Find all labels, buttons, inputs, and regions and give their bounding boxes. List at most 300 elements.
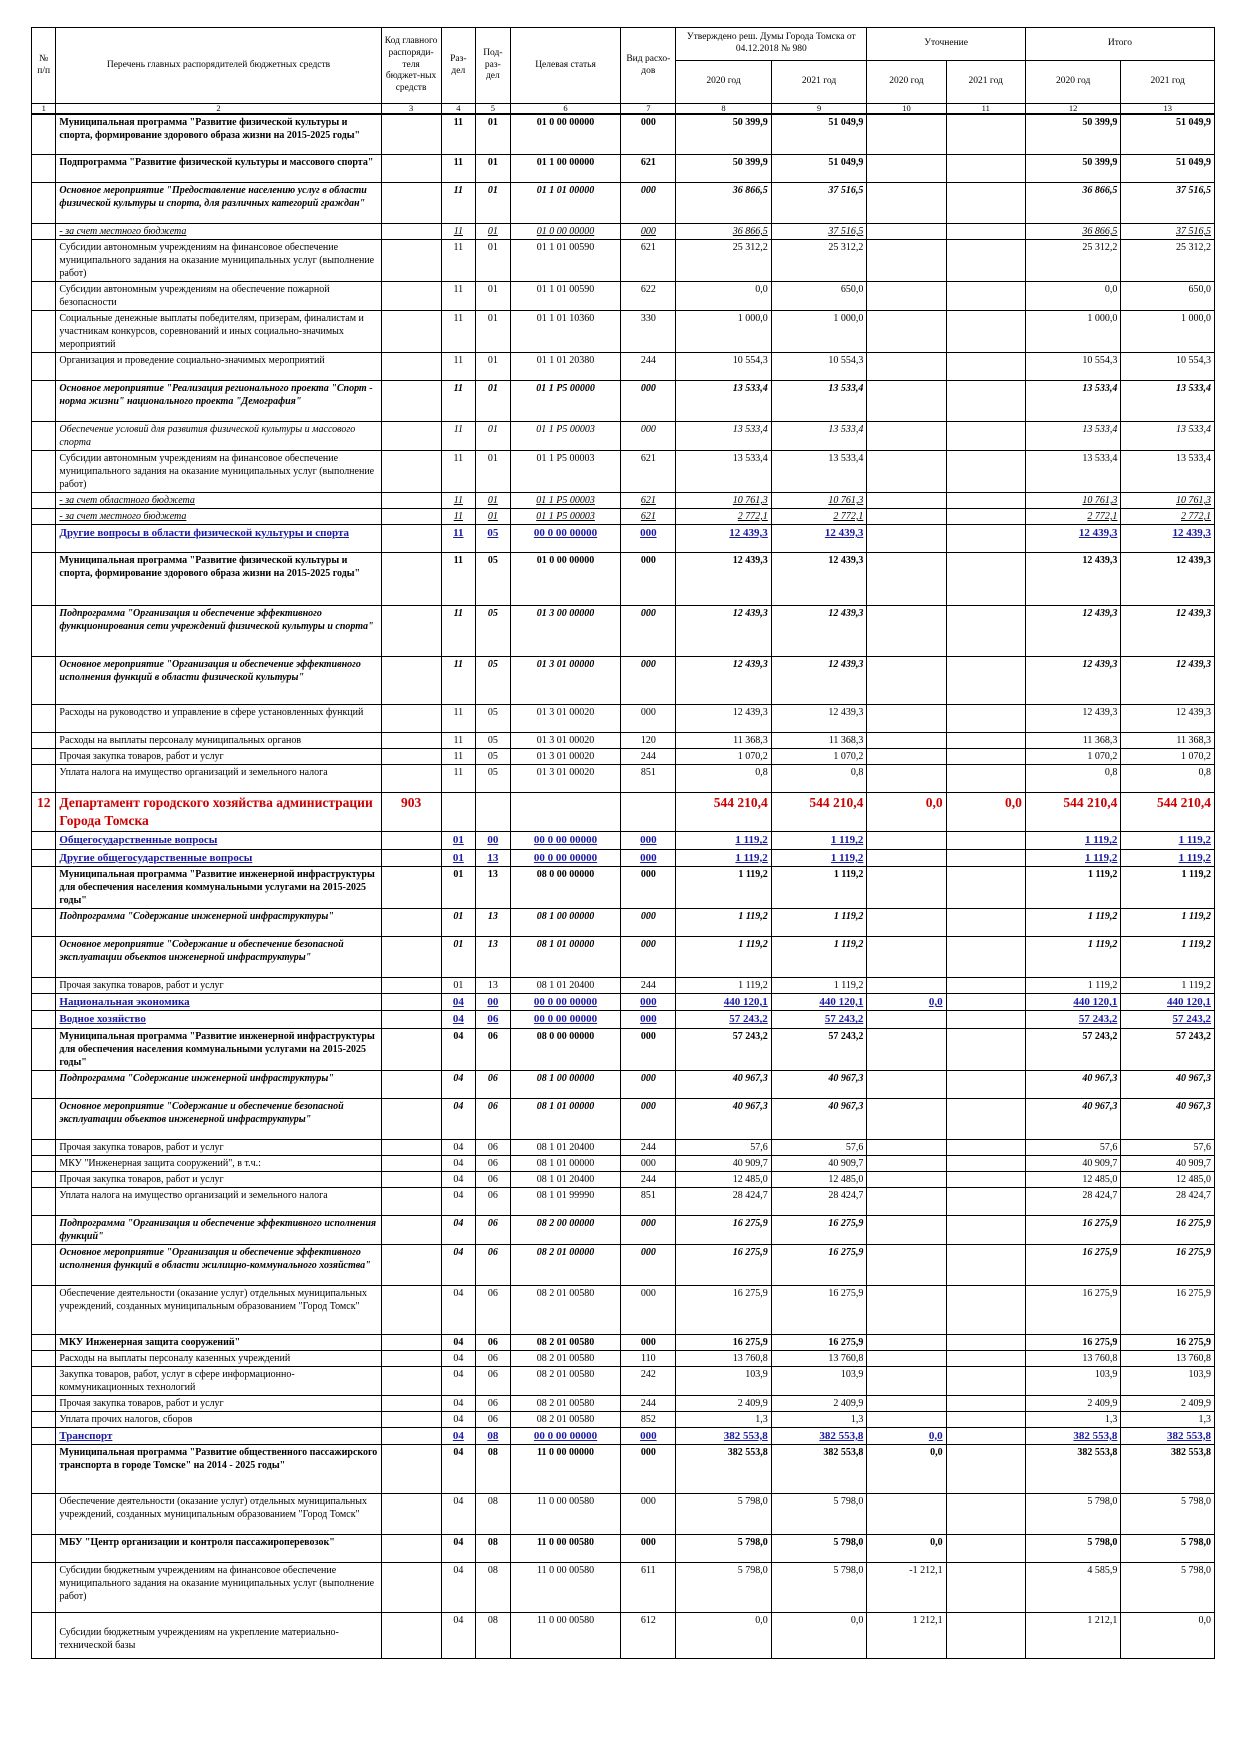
row-number [32, 994, 56, 1011]
approved-2020: 2 409,9 [676, 1395, 772, 1411]
table-row [32, 1171, 1215, 1187]
total-2021: 10 554,3 [1121, 353, 1215, 381]
row-name: Подпрограмма "Содержание инженерной инфраструктуры" [56, 909, 381, 937]
total-2021: 57 243,2 [1121, 1011, 1215, 1028]
approved-2021: 57,6 [771, 1139, 867, 1155]
row-number [32, 509, 56, 525]
row-number [32, 705, 56, 733]
approved-2021: 16 275,9 [771, 1285, 867, 1334]
row-podrazdel: 01 [476, 155, 511, 183]
table-row [32, 493, 1215, 509]
total-2020: 1 119,2 [1025, 978, 1121, 994]
total-2020: 382 553,8 [1025, 1427, 1121, 1444]
approved-2020: 10 554,3 [676, 353, 772, 381]
header-approved: Утверждено реш. Думы Города Томска от 04.12.2018 № 980 [676, 28, 867, 61]
clarification-2020 [867, 909, 946, 937]
row-razdel: 04 [441, 1444, 476, 1493]
row-article: 01 3 00 00000 [510, 606, 621, 657]
table-row [32, 381, 1215, 422]
row-name: МБУ "Центр организации и контроля пассажироперевозок" [56, 1534, 381, 1562]
clarification-2020 [867, 733, 946, 749]
row-article: 00 0 00 00000 [510, 849, 621, 866]
row-podrazdel: 06 [476, 1171, 511, 1187]
table-row [32, 793, 1215, 832]
clarification-2021 [946, 1215, 1025, 1244]
total-2020: 4 585,9 [1025, 1562, 1121, 1612]
header-no: № п/п [32, 28, 56, 104]
header-article: Целевая статья [510, 28, 621, 104]
row-article: 08 1 00 00000 [510, 1070, 621, 1098]
total-2020: 544 210,4 [1025, 793, 1121, 832]
approved-2021: 10 554,3 [771, 353, 867, 381]
row-podrazdel: 13 [476, 937, 511, 978]
row-article: 08 1 01 20400 [510, 1139, 621, 1155]
row-name: Обеспечение условий для развития физической культуры и массового спорта [56, 422, 381, 451]
total-2021: 382 553,8 [1121, 1427, 1215, 1444]
row-article: 00 0 00 00000 [510, 525, 621, 553]
table-row [32, 1155, 1215, 1171]
row-code [381, 1350, 441, 1366]
total-2021: 1 000,0 [1121, 311, 1215, 353]
approved-2020: 12 439,3 [676, 606, 772, 657]
row-vid: 611 [621, 1562, 676, 1612]
total-2020: 12 439,3 [1025, 553, 1121, 606]
row-name: Муниципальная программа "Развитие физической культуры и спорта, формирование здорового образа жизни на 2015-2025 годы" [56, 553, 381, 606]
row-article: 08 1 01 20400 [510, 978, 621, 994]
row-article: 01 1 01 20380 [510, 353, 621, 381]
approved-2021: 544 210,4 [771, 793, 867, 832]
total-2020: 5 798,0 [1025, 1493, 1121, 1534]
row-razdel: 04 [441, 1427, 476, 1444]
clarification-2020 [867, 493, 946, 509]
row-number [32, 381, 56, 422]
row-number [32, 553, 56, 606]
total-2021: 1 119,2 [1121, 832, 1215, 849]
row-vid: 000 [621, 994, 676, 1011]
row-razdel: 04 [441, 1562, 476, 1612]
row-article: 08 2 01 00580 [510, 1285, 621, 1334]
approved-2021: 37 516,5 [771, 183, 867, 224]
row-podrazdel: 01 [476, 353, 511, 381]
clarification-2020 [867, 381, 946, 422]
row-razdel: 11 [441, 657, 476, 705]
clarification-2021 [946, 1011, 1025, 1028]
row-number [32, 353, 56, 381]
total-2020: 57 243,2 [1025, 1028, 1121, 1070]
column-number: 9 [771, 104, 867, 115]
row-article: 01 0 00 00000 [510, 553, 621, 606]
total-2020: 12 439,3 [1025, 525, 1121, 553]
table-row [32, 849, 1215, 866]
row-podrazdel: 06 [476, 1350, 511, 1366]
total-2020: 36 866,5 [1025, 224, 1121, 240]
clarification-2020: 0,0 [867, 1444, 946, 1493]
row-code [381, 422, 441, 451]
row-name: Расходы на выплаты персоналу муниципальных органов [56, 733, 381, 749]
total-2020: 0,8 [1025, 765, 1121, 793]
row-name: Субсидии автономным учреждениям на финансовое обеспечение муниципального задания на оказание муниципальных услуг (выполнение работ) [56, 240, 381, 282]
column-number: 12 [1025, 104, 1121, 115]
approved-2020: 0,8 [676, 765, 772, 793]
row-name: - за счет местного бюджета [56, 509, 381, 525]
row-article: 08 2 01 00580 [510, 1395, 621, 1411]
total-2021: 1,3 [1121, 1411, 1215, 1427]
approved-2021: 13 533,4 [771, 381, 867, 422]
clarification-2020 [867, 937, 946, 978]
row-razdel: 01 [441, 832, 476, 849]
row-podrazdel: 13 [476, 867, 511, 909]
row-razdel: 04 [441, 1534, 476, 1562]
row-code [381, 282, 441, 311]
row-article: 08 0 00 00000 [510, 1028, 621, 1070]
table-row [32, 1098, 1215, 1139]
approved-2020: 1 119,2 [676, 978, 772, 994]
table-row [32, 1070, 1215, 1098]
total-2020: 10 554,3 [1025, 353, 1121, 381]
clarification-2021 [946, 1139, 1025, 1155]
row-razdel: 11 [441, 311, 476, 353]
approved-2020: 16 275,9 [676, 1215, 772, 1244]
row-podrazdel: 05 [476, 765, 511, 793]
row-number [32, 606, 56, 657]
clarification-2020 [867, 1171, 946, 1187]
row-article: 08 0 00 00000 [510, 867, 621, 909]
total-2021: 544 210,4 [1121, 793, 1215, 832]
approved-2021: 440 120,1 [771, 994, 867, 1011]
row-number [32, 832, 56, 849]
row-number [32, 978, 56, 994]
row-article: 01 3 01 00020 [510, 749, 621, 765]
row-code [381, 509, 441, 525]
row-number [32, 1493, 56, 1534]
row-vid: 000 [621, 1098, 676, 1139]
row-article: 08 1 01 20400 [510, 1171, 621, 1187]
total-2020: 1,3 [1025, 1411, 1121, 1427]
row-vid: 000 [621, 657, 676, 705]
total-2021: 12 439,3 [1121, 553, 1215, 606]
row-code [381, 1411, 441, 1427]
row-podrazdel: 01 [476, 311, 511, 353]
row-number [32, 525, 56, 553]
row-vid: 000 [621, 909, 676, 937]
row-vid: 242 [621, 1366, 676, 1395]
approved-2021: 2 409,9 [771, 1395, 867, 1411]
clarification-2021 [946, 451, 1025, 493]
row-vid: 000 [621, 705, 676, 733]
approved-2020: 57 243,2 [676, 1028, 772, 1070]
clarification-2020 [867, 1285, 946, 1334]
total-2020: 0,0 [1025, 282, 1121, 311]
row-podrazdel [476, 793, 511, 832]
approved-2021: 1,3 [771, 1411, 867, 1427]
total-2021: 1 119,2 [1121, 849, 1215, 866]
clarification-2021 [946, 733, 1025, 749]
approved-2021: 40 909,7 [771, 1155, 867, 1171]
row-name: Обеспечение деятельности (оказание услуг) отдельных муниципальных учреждений, созданных муниципальным образованием "Город Томск" [56, 1493, 381, 1534]
row-razdel: 04 [441, 1139, 476, 1155]
row-name: Другие общегосударственные вопросы [56, 849, 381, 866]
row-article: 01 0 00 00000 [510, 114, 621, 155]
table-row [32, 1427, 1215, 1444]
clarification-2021: 0,0 [946, 793, 1025, 832]
total-2020: 36 866,5 [1025, 183, 1121, 224]
total-2020: 10 761,3 [1025, 493, 1121, 509]
row-article: 00 0 00 00000 [510, 832, 621, 849]
clarification-2021 [946, 994, 1025, 1011]
row-name: Муниципальная программа "Развитие инженерной инфраструктуры для обеспечения населения коммунальными услугами на 2015-2025 годы" [56, 1028, 381, 1070]
total-2021: 12 439,3 [1121, 705, 1215, 733]
row-vid: 000 [621, 224, 676, 240]
row-name: Подпрограмма "Организация и обеспечение эффективного исполнения функций" [56, 1215, 381, 1244]
row-vid: 000 [621, 867, 676, 909]
header-approved-2020: 2020 год [676, 61, 772, 104]
row-vid: 244 [621, 353, 676, 381]
approved-2020: 11 368,3 [676, 733, 772, 749]
clarification-2020 [867, 1366, 946, 1395]
total-2020: 1 070,2 [1025, 749, 1121, 765]
clarification-2020 [867, 451, 946, 493]
row-code [381, 1171, 441, 1187]
approved-2020: 12 485,0 [676, 1171, 772, 1187]
total-2020: 382 553,8 [1025, 1444, 1121, 1493]
column-number: 3 [381, 104, 441, 115]
row-article: 08 2 01 00580 [510, 1350, 621, 1366]
row-code [381, 1427, 441, 1444]
table-row [32, 1493, 1215, 1534]
total-2020: 16 275,9 [1025, 1215, 1121, 1244]
row-podrazdel: 06 [476, 1334, 511, 1350]
total-2020: 440 120,1 [1025, 994, 1121, 1011]
total-2020: 13 533,4 [1025, 451, 1121, 493]
approved-2020: 40 967,3 [676, 1098, 772, 1139]
clarification-2020: 1 212,1 [867, 1612, 946, 1658]
clarification-2021 [946, 1155, 1025, 1171]
row-code [381, 1493, 441, 1534]
row-number [32, 867, 56, 909]
row-number [32, 240, 56, 282]
row-vid: 000 [621, 832, 676, 849]
row-podrazdel: 06 [476, 1155, 511, 1171]
row-razdel: 04 [441, 1171, 476, 1187]
row-code [381, 1444, 441, 1493]
table-row [32, 1244, 1215, 1285]
table-row [32, 606, 1215, 657]
column-number: 4 [441, 104, 476, 115]
row-number [32, 1562, 56, 1612]
row-article [510, 793, 621, 832]
approved-2021: 13 533,4 [771, 422, 867, 451]
approved-2021: 5 798,0 [771, 1493, 867, 1534]
row-article: 01 1 01 10360 [510, 311, 621, 353]
total-2021: 37 516,5 [1121, 224, 1215, 240]
column-number: 7 [621, 104, 676, 115]
approved-2020: 36 866,5 [676, 183, 772, 224]
approved-2020: 1 000,0 [676, 311, 772, 353]
table-body [32, 114, 1215, 1658]
table-row [32, 240, 1215, 282]
total-2021: 11 368,3 [1121, 733, 1215, 749]
row-razdel: 11 [441, 705, 476, 733]
row-article: 11 0 00 00580 [510, 1612, 621, 1658]
approved-2021: 1 119,2 [771, 867, 867, 909]
row-article: 08 1 01 00000 [510, 1155, 621, 1171]
approved-2020: 0,0 [676, 282, 772, 311]
table-row [32, 1215, 1215, 1244]
row-podrazdel: 08 [476, 1427, 511, 1444]
clarification-2020 [867, 657, 946, 705]
clarification-2020 [867, 353, 946, 381]
row-vid: 621 [621, 493, 676, 509]
row-vid: 851 [621, 765, 676, 793]
clarification-2021 [946, 657, 1025, 705]
table-row [32, 224, 1215, 240]
row-razdel: 04 [441, 994, 476, 1011]
total-2021: 1 119,2 [1121, 909, 1215, 937]
row-number [32, 749, 56, 765]
total-2020: 1 212,1 [1025, 1612, 1121, 1658]
total-2020: 12 439,3 [1025, 705, 1121, 733]
approved-2020: 13 533,4 [676, 422, 772, 451]
total-2021: 12 439,3 [1121, 657, 1215, 705]
row-code: 903 [381, 793, 441, 832]
row-vid: 000 [621, 525, 676, 553]
clarification-2021 [946, 525, 1025, 553]
row-number [32, 1215, 56, 1244]
total-2020: 57,6 [1025, 1139, 1121, 1155]
total-2020: 40 967,3 [1025, 1070, 1121, 1098]
row-razdel: 11 [441, 282, 476, 311]
row-vid: 000 [621, 1493, 676, 1534]
total-2020: 103,9 [1025, 1366, 1121, 1395]
row-code [381, 311, 441, 353]
row-podrazdel: 13 [476, 909, 511, 937]
row-code [381, 1562, 441, 1612]
total-2020: 12 439,3 [1025, 657, 1121, 705]
approved-2020: 440 120,1 [676, 994, 772, 1011]
clarification-2021 [946, 1244, 1025, 1285]
clarification-2021 [946, 553, 1025, 606]
row-vid: 330 [621, 311, 676, 353]
clarification-2020 [867, 832, 946, 849]
row-podrazdel: 08 [476, 1612, 511, 1658]
row-number [32, 224, 56, 240]
table-row [32, 1411, 1215, 1427]
row-razdel: 11 [441, 606, 476, 657]
total-2020: 1 119,2 [1025, 937, 1121, 978]
row-name: Прочая закупка товаров, работ и услуг [56, 1171, 381, 1187]
total-2021: 13 533,4 [1121, 451, 1215, 493]
total-2020: 1 119,2 [1025, 832, 1121, 849]
row-article: 08 1 01 00000 [510, 1098, 621, 1139]
approved-2021: 12 439,3 [771, 525, 867, 553]
row-name: Прочая закупка товаров, работ и услуг [56, 1139, 381, 1155]
row-number [32, 282, 56, 311]
row-vid: 000 [621, 422, 676, 451]
row-article: 08 2 01 00580 [510, 1411, 621, 1427]
clarification-2021 [946, 1444, 1025, 1493]
row-podrazdel: 06 [476, 1285, 511, 1334]
row-vid: 000 [621, 1285, 676, 1334]
row-code [381, 1011, 441, 1028]
approved-2021: 5 798,0 [771, 1562, 867, 1612]
clarification-2021 [946, 1395, 1025, 1411]
total-2021: 0,8 [1121, 765, 1215, 793]
row-razdel: 04 [441, 1070, 476, 1098]
clarification-2021 [946, 155, 1025, 183]
approved-2020: 12 439,3 [676, 657, 772, 705]
row-podrazdel: 05 [476, 657, 511, 705]
total-2021: 13 533,4 [1121, 381, 1215, 422]
approved-2021: 37 516,5 [771, 224, 867, 240]
total-2020: 28 424,7 [1025, 1187, 1121, 1215]
row-vid: 244 [621, 1171, 676, 1187]
column-numbers-row [32, 104, 1215, 115]
row-code [381, 657, 441, 705]
approved-2020: 50 399,9 [676, 114, 772, 155]
total-2021: 2 772,1 [1121, 509, 1215, 525]
row-podrazdel: 06 [476, 1411, 511, 1427]
row-article: 00 0 00 00000 [510, 1011, 621, 1028]
row-razdel: 04 [441, 1011, 476, 1028]
clarification-2020 [867, 1244, 946, 1285]
approved-2020: 382 553,8 [676, 1444, 772, 1493]
approved-2020: 103,9 [676, 1366, 772, 1395]
clarification-2020 [867, 1187, 946, 1215]
clarification-2021 [946, 749, 1025, 765]
total-2021: 12 439,3 [1121, 606, 1215, 657]
clarification-2020 [867, 1028, 946, 1070]
header-clarification-2021: 2021 год [946, 61, 1025, 104]
approved-2021: 57 243,2 [771, 1011, 867, 1028]
approved-2021: 40 967,3 [771, 1070, 867, 1098]
total-2021: 40 967,3 [1121, 1070, 1215, 1098]
column-number: 13 [1121, 104, 1215, 115]
clarification-2020 [867, 1011, 946, 1028]
row-article: 00 0 00 00000 [510, 994, 621, 1011]
row-razdel: 04 [441, 1366, 476, 1395]
clarification-2021 [946, 224, 1025, 240]
row-code [381, 493, 441, 509]
row-podrazdel: 05 [476, 525, 511, 553]
total-2021: 1 119,2 [1121, 867, 1215, 909]
clarification-2021 [946, 1098, 1025, 1139]
row-number [32, 1171, 56, 1187]
total-2021: 382 553,8 [1121, 1444, 1215, 1493]
row-article: 01 1 P5 00000 [510, 381, 621, 422]
row-name: Департамент городского хозяйства администрации Города Томска [56, 793, 381, 832]
budget-table [31, 27, 1215, 1659]
row-name: Прочая закупка товаров, работ и услуг [56, 978, 381, 994]
table-row [32, 1334, 1215, 1350]
row-name: Социальные денежные выплаты победителям, призерам, финалистам и участникам конкурсов, соревнований и иных социально-значимых мероприятий [56, 311, 381, 353]
total-2021: 25 312,2 [1121, 240, 1215, 282]
row-razdel: 04 [441, 1098, 476, 1139]
row-number [32, 1444, 56, 1493]
row-podrazdel: 06 [476, 1098, 511, 1139]
table-row [32, 353, 1215, 381]
clarification-2021 [946, 1562, 1025, 1612]
row-name: Муниципальная программа "Развитие общественного пассажирского транспорта в городе Томске" на 2014 - 2025 годы" [56, 1444, 381, 1493]
approved-2020: 5 798,0 [676, 1493, 772, 1534]
row-code [381, 1612, 441, 1658]
row-name: Основное мероприятие "Содержание и обеспечение безопасной эксплуатации объектов инженерной инфраструктуры" [56, 937, 381, 978]
row-number [32, 155, 56, 183]
row-number [32, 1411, 56, 1427]
row-code [381, 705, 441, 733]
row-number [32, 1028, 56, 1070]
row-vid: 244 [621, 978, 676, 994]
header-name: Перечень главных распорядителей бюджетных средств [56, 28, 381, 104]
